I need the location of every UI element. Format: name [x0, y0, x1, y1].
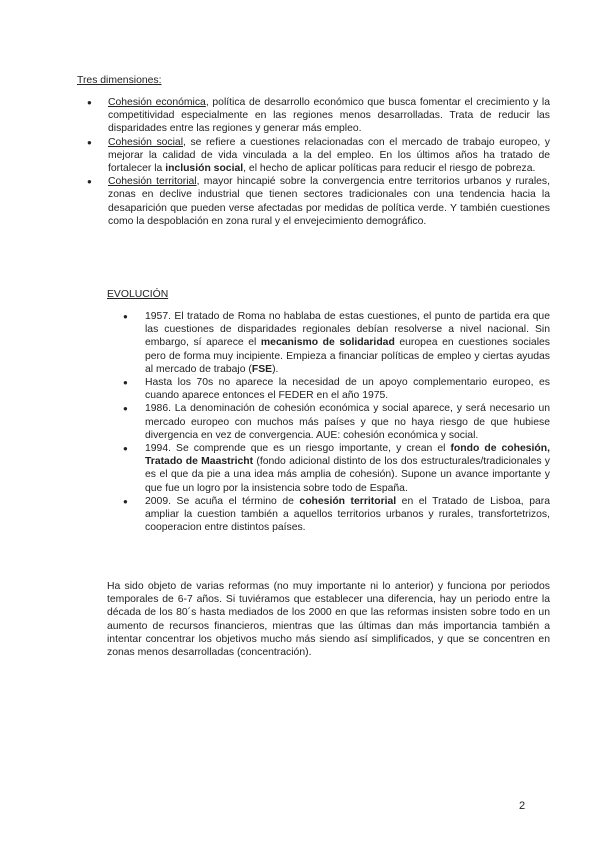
- term: Cohesión territorial: [108, 176, 197, 188]
- evolution-list: [107, 310, 550, 534]
- item-text: , mayor hincapié sobre la convergencia entre territorios urbanos y rurales, zonas en declive industrial que tienen sectores tradicionales con una tendencia hacia la desaparición que pueden verse afectadas por medidas de política verde. Y también cuestiones como la despoblación en zona rural y el envejecimiento demográfico.: [108, 176, 550, 227]
- list-item: [107, 402, 550, 442]
- list-item: [107, 310, 550, 376]
- term: Cohesión social: [108, 136, 184, 148]
- dimensions-list: [77, 96, 550, 228]
- list-item: [77, 96, 550, 136]
- item-text: en el Tratado de Lisboa, para ampliar la cuestion también a aquellos territorios urbanos y rurales, transfortetrizos, cooperacion entre distintos países.: [145, 495, 551, 534]
- item-text: Hasta los 70s no aparece la necesidad de un apoyo complementario europeo, es cuando aparece entonces el FEDER en el año 1975.: [145, 377, 550, 402]
- bold-term: cohesión territorial: [299, 495, 397, 507]
- list-item: [77, 136, 550, 176]
- item-text: europea en cuestiones sociales pero de forma muy incipiente. Empieza a financiar políticas de empleo y ciertas ayudas al mercado de trabajo (: [145, 337, 550, 375]
- evolution-heading: EVOLUCIÓN: [107, 289, 169, 300]
- list-item: [77, 175, 550, 228]
- item-text: 1994. Se comprende que es un riesgo importante, y crean el: [145, 443, 451, 455]
- item-text: 1957. El tratado de Roma no hablaba de estas cuestiones, el punto de partida era que las cuestiones de disparidades regionales debían resolverse a nivel nacional. Sin embargo, sí aparece el: [145, 311, 550, 349]
- closing-paragraph: Ha sido objeto de varias reformas (no muy importante ni lo anterior) y funciona por periodos temporales de 6-7 años. Si tuviéramos que establecer una diferencia, hay un periodo entre la década de los 80´s hasta mediados de los 2000 en que las reformas insisten sobre todo en un aumento de recursos financieros, mientras que las últimas dan más importancia también a intentar concentrar los objetivos mucho más siendo así simplificados, y que se concentren en zonas menos desarrolladas (concentración).: [107, 581, 550, 659]
- bold-term: mecanismo de solidaridad: [260, 337, 395, 349]
- item-text: (fondo adicional distinto de los dos estructurales/tradicionales y es el que da pie a una idea más amplia de cohesión). Supone un avance importante y que fue un logro por la insistencia sobre todo de España.: [145, 456, 550, 494]
- item-text: , política de desarrollo económico que busca fomentar el crecimiento y la competitividad especialmente en las regiones menos desarrolladas. Trata de reducir las disparidades entre las regiones y generar más empleo.: [108, 97, 550, 135]
- section-heading: Tres dimensiones:: [77, 75, 162, 86]
- list-item: [107, 495, 550, 535]
- bold-term: FSE: [251, 363, 273, 375]
- page-number: 2: [519, 800, 526, 812]
- item-text: 1986. La denominación de cohesión económica y social aparece, y será necesario un mercado europeo con muchos más países y que no haya riesgo de que hubiese divergencia en vez de convergencia. AUE: cohesión económica y social.: [145, 403, 550, 441]
- list-item: [107, 376, 550, 402]
- bold-term: fondo de cohesión, Tratado de Maastricht: [145, 443, 551, 468]
- item-text: ).: [272, 363, 279, 375]
- item-text: , se refiere a cuestiones relacionadas con el mercado de trabajo europeo, y mejorar la calidad de vida vinculada a la del empleo. En los últimos años ha tratado de fortalecer la: [108, 136, 550, 175]
- term: Cohesión económica: [108, 97, 206, 108]
- item-text: 2009. Se acuña el término de: [145, 495, 300, 507]
- bold-term: inclusión social: [165, 163, 244, 175]
- list-item: [107, 442, 550, 495]
- item-text: , el hecho de aplicar políticas para reducir el riesgo de pobreza.: [243, 163, 536, 175]
